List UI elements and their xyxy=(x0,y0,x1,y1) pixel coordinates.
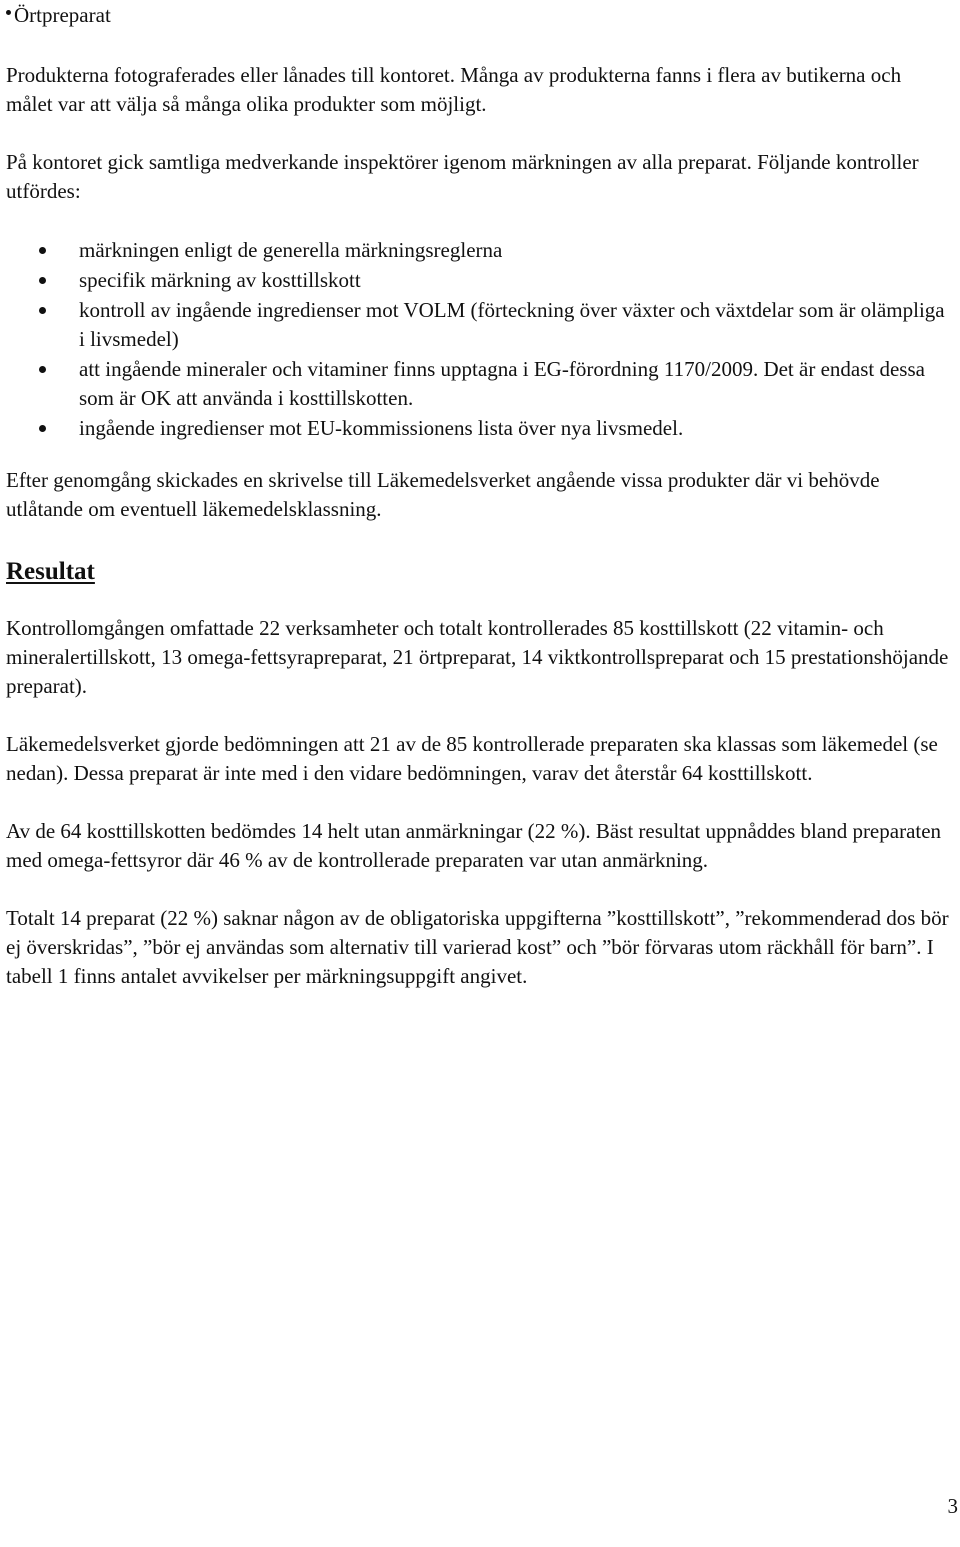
bullet-icon xyxy=(39,277,46,284)
list-item xyxy=(6,266,950,295)
top-list-item-text: Örtpreparat xyxy=(14,3,111,27)
list-item xyxy=(6,296,950,354)
bullet-icon xyxy=(6,10,11,15)
results-paragraph: Läkemedelsverket gjorde bedömningen att 21 av de 85 kontrollerade preparaten ska klassas som läkemedel (se nedan). Dessa preparat är inte med i den vidare bedömningen, varav det återstår 64 kosttillskott. xyxy=(6,732,938,785)
list-item-text: ingående ingredienser mot EU-kommissionens lista över nya livsmedel. xyxy=(79,416,684,440)
results-paragraph: Kontrollomgången omfattade 22 verksamheter och totalt kontrollerades 85 kosttillskott (22 vitamin- och mineralertillskott, 13 omega-fettsyrapreparat, 21 örtpreparat, 14 viktkontrollspreparat och 15 prestationshöjande preparat). xyxy=(6,616,949,698)
bullet-icon xyxy=(39,247,46,254)
list-item xyxy=(6,236,950,265)
document-page xyxy=(6,0,950,991)
results-paragraph: Totalt 14 preparat (22 %) saknar någon av de obligatoriska uppgifterna ”kosttillskott”, ”rekommenderad dos bör ej överskridas”, ”bör ej användas som alternativ till varierad kost” och ”bör förvaras utom räckhåll för barn”. I tabell 1 finns antalet avvikelser per märkningsuppgift angivet. xyxy=(6,906,949,988)
list-item xyxy=(6,414,950,443)
page-number: 3 xyxy=(947,1494,958,1518)
list-item-text: att ingående mineraler och vitaminer finns upptagna i EG-förordning 1170/2009. Det är endast dessa som är OK att använda i kosttillskotten. xyxy=(79,357,925,410)
office-paragraph: På kontoret gick samtliga medverkande inspektörer igenom märkningen av alla preparat. Följande kontroller utfördes: xyxy=(6,150,919,203)
list-item-text: specifik märkning av kosttillskott xyxy=(79,268,361,292)
results-heading: Resultat xyxy=(6,558,95,585)
bullet-icon xyxy=(39,425,46,432)
bullet-icon xyxy=(39,366,46,373)
after-checks-paragraph: Efter genomgång skickades en skrivelse till Läkemedelsverket angående vissa produkter där vi behövde utlåtande om eventuell läkemedelsklassning. xyxy=(6,468,880,521)
list-item xyxy=(6,355,950,413)
checks-list xyxy=(6,236,950,443)
intro-paragraph: Produkterna fotograferades eller lånades till kontoret. Många av produkterna fanns i flera av butikerna och målet var att välja så många olika produkter som möjligt. xyxy=(6,63,902,116)
top-list-item xyxy=(6,0,950,30)
bullet-icon xyxy=(39,307,46,314)
results-paragraph: Av de 64 kosttillskotten bedömdes 14 helt utan anmärkningar (22 %). Bäst resultat uppnåddes bland preparaten med omega-fettsyror där 46 % av de kontrollerade preparaten var utan anmärkning. xyxy=(6,819,942,872)
list-item-text: kontroll av ingående ingredienser mot VOLM (förteckning över växter och växtdelar som är olämpliga i livsmedel) xyxy=(79,298,945,351)
list-item-text: märkningen enligt de generella märkningsreglerna xyxy=(79,238,503,262)
